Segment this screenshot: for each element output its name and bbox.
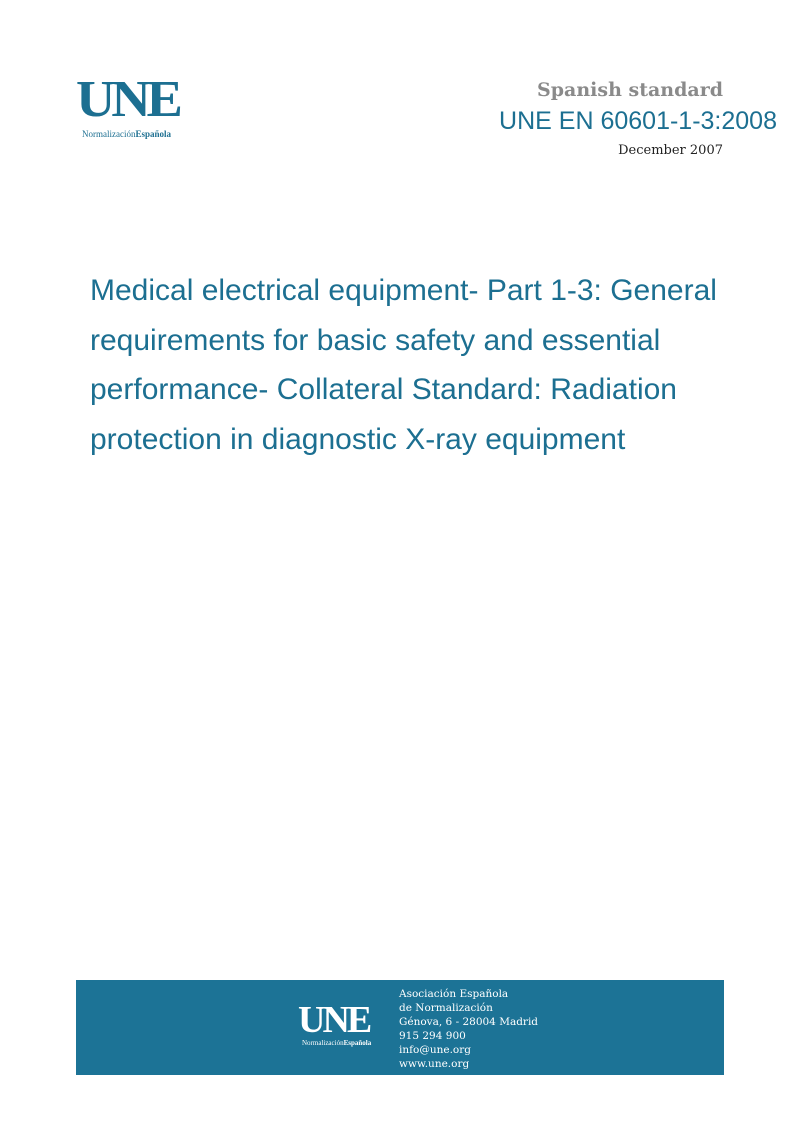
footer-logo-tagline-part2: Española (343, 1039, 372, 1047)
title-line: protection in diagnostic X-ray equipment (90, 422, 626, 456)
footer-logo-tagline (302, 1039, 371, 1047)
title-line: performance- Collateral Standard: Radiation (90, 373, 677, 406)
logo-tagline-part1: Normalización (82, 129, 136, 139)
org-name-line-2: de Normalización (399, 1002, 493, 1014)
footer-logo-tagline-part1: Normalización (302, 1039, 344, 1047)
standard-type-label: Spanish standard (537, 79, 723, 101)
phone: 915 294 900 (399, 1030, 466, 1042)
email-link[interactable]: info@une.org (399, 1044, 471, 1056)
logo-tagline-part2: Española (135, 129, 172, 139)
footer-contact-block (399, 987, 538, 1071)
org-name-line-1: Asociación Española (399, 988, 509, 1000)
website-link[interactable]: www.une.org (399, 1058, 470, 1070)
logo-tagline (82, 129, 171, 139)
logo-wordmark: UNE (76, 71, 179, 128)
title-line: Medical electrical equipment- Part 1-3: General (90, 274, 717, 307)
standard-code: UNE EN 60601-1-3:2008 (499, 107, 777, 135)
document-title (90, 266, 780, 464)
footer-logo-wordmark: UNE (298, 999, 370, 1041)
footer-band (76, 980, 724, 1075)
title-line: requirements for basic safety and essential (90, 323, 661, 357)
footer-une-logo (298, 998, 388, 1050)
standard-date: December 2007 (618, 143, 723, 158)
une-logo (76, 71, 196, 146)
address: Génova, 6 - 28004 Madrid (399, 1016, 539, 1028)
